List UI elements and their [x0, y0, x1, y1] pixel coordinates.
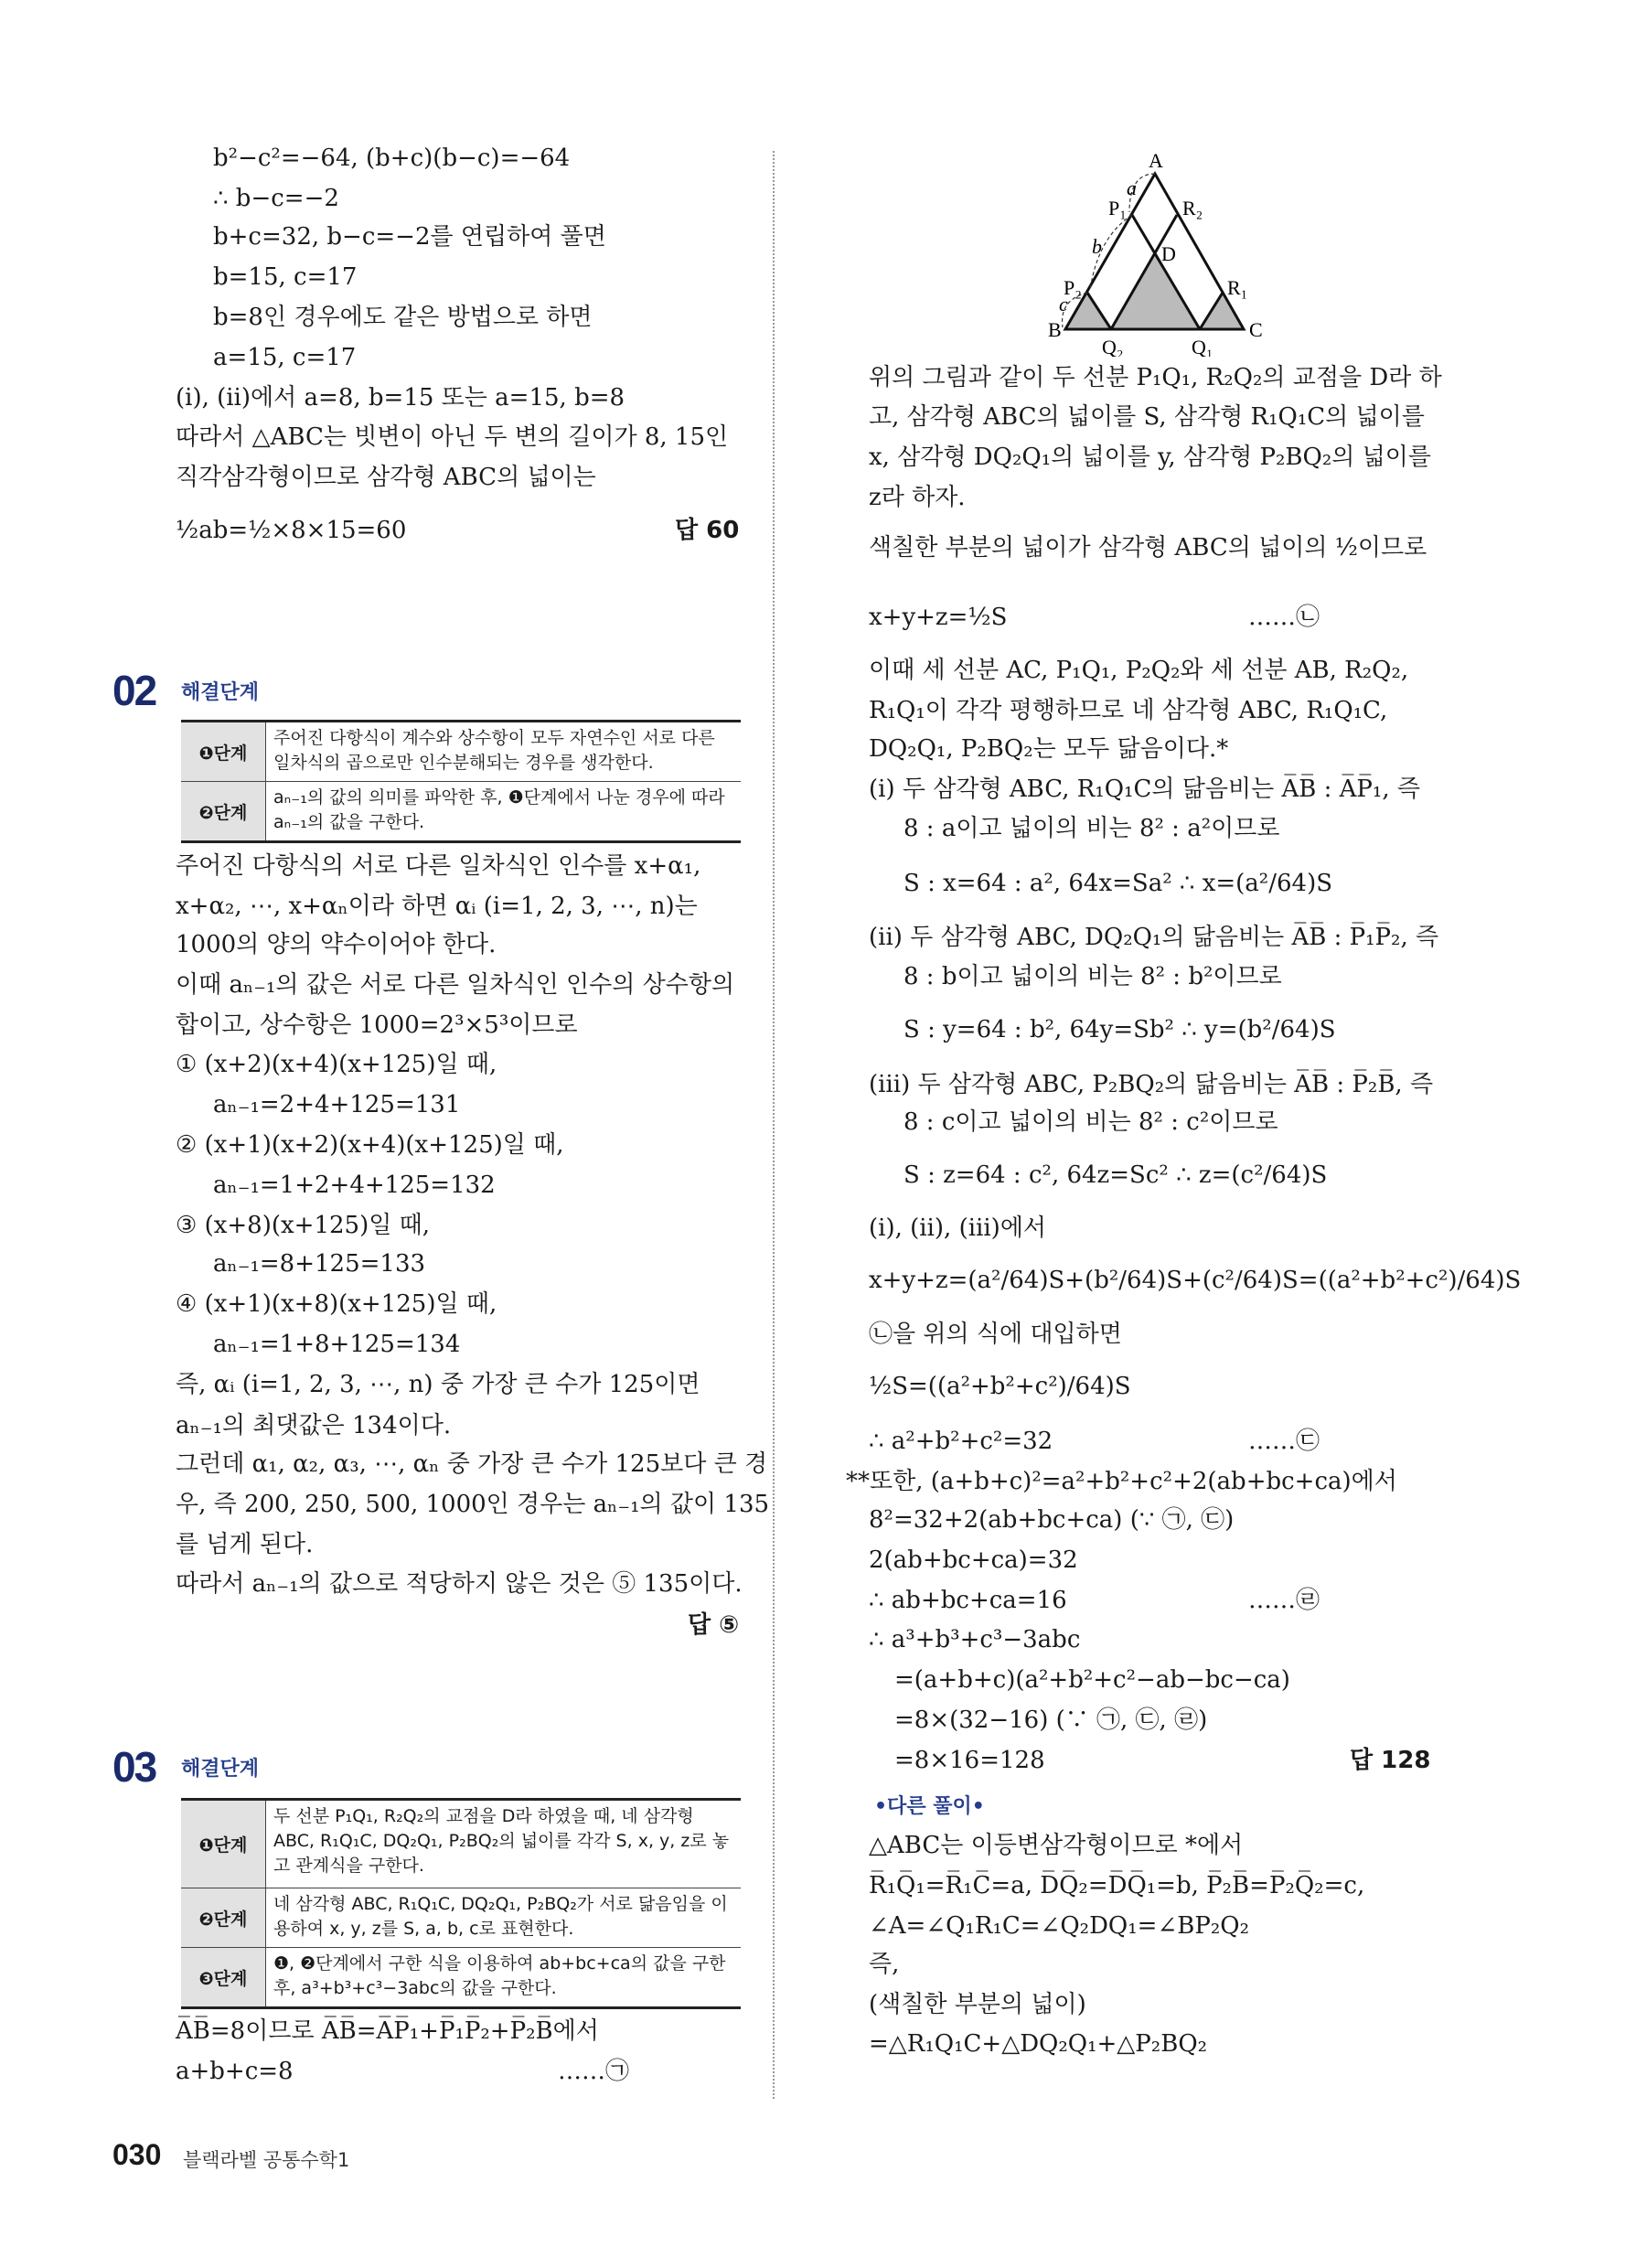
text-line [903, 868, 1332, 899]
line-text: 8 : b이고 넓이의 비는 8² : b²이므로 [903, 963, 1282, 990]
line-text: x+y+z=½S [869, 604, 1008, 631]
text-line [869, 1949, 899, 1980]
line-text: a=15, c=17 [213, 344, 357, 371]
line-text: ∴ b−c=−2 [213, 185, 339, 212]
line-text: z라 하자. [869, 484, 966, 511]
line-text: a+b+c=8 [176, 2058, 294, 2085]
solution-steps-heading-02: 해결단계 [181, 681, 260, 704]
text-line [869, 1989, 1086, 2020]
line-text: =(a+b+c)(a²+b²+c²−ab−bc−ca) [894, 1666, 1290, 1694]
label-length-c: c [1059, 293, 1068, 316]
text-line [176, 929, 496, 960]
text-line [869, 1545, 1078, 1576]
text-line [869, 1624, 1080, 1655]
question-number-03: 03 [112, 1743, 156, 1791]
label-q1: Q₁ [1192, 336, 1213, 357]
line-text: R̅₁Q̅₁=R̅₁C̅=a, D̅Q̅₂=D̅Q̅₁=b, P̅₂B̅=P̅₂Q̅₂=c, [869, 1872, 1365, 1899]
text-line [176, 1049, 497, 1080]
text-line [176, 1449, 767, 1480]
text-line [176, 1410, 451, 1441]
line-text: (ⅰ), (ⅱ), (ⅲ)에서 [869, 1214, 1047, 1242]
text-line [869, 362, 1442, 393]
line-text: (ⅰ) 두 삼각형 ABC, R₁Q₁C의 닮음비는 A̅B̅ : A̅P̅₁, 즉 [869, 776, 1420, 803]
line-text: S : z=64 : c², 64z=Sc² ∴ z=(c²/64)S [903, 1161, 1328, 1189]
label-b-vertex: B [1048, 318, 1062, 341]
text-line [846, 1466, 1397, 1497]
step-row [181, 781, 741, 840]
text-line [869, 655, 1408, 686]
line-text: R₁Q₁이 각각 평행하므로 네 삼각형 ABC, R₁Q₁C, [869, 697, 1388, 724]
text-line [874, 1790, 985, 1823]
text-line [213, 262, 357, 293]
line-text: x, 삼각형 DQ₂Q₁의 넓이를 y, 삼각형 P₂BQ₂의 넓이를 [869, 444, 1431, 471]
line-text: 색칠한 부분의 넓이가 삼각형 ABC의 넓이의 ½이므로 [869, 534, 1427, 562]
line-text: 8 : a이고 넓이의 비는 8² : a²이므로 [903, 815, 1280, 842]
text-line [176, 1010, 578, 1041]
line-text: A̅B̅=8이므로 A̅B̅=A̅P̅₁+P̅₁P̅₂+P̅₂B̅에서 [176, 2017, 599, 2045]
line-text: b+c=32, b−c=−2를 연립하여 풀면 [213, 223, 606, 251]
line-text: aₙ₋₁의 최댓값은 134이다. [176, 1412, 452, 1439]
text-line [903, 1107, 1278, 1138]
line-text: ½S=((a²+b²+c²)/64)S [869, 1373, 1131, 1400]
line-text: x+α₂, ⋯, x+αₙ이라 하면 αᵢ (i=1, 2, 3, ⋯, n)는 [176, 893, 698, 920]
text-line [213, 1089, 460, 1120]
text-line [176, 462, 596, 493]
text-line [213, 1329, 460, 1360]
text-line [869, 442, 1431, 473]
line-text: ③ (x+8)(x+125)일 때, [176, 1212, 430, 1239]
step-label: ❷단계 [181, 1888, 266, 1947]
equation-tag: ……㉠ [558, 2058, 630, 2085]
text-line [213, 1248, 425, 1279]
line-text: 따라서 △ABC는 빗변이 아닌 두 변의 길이가 8, 15인 [176, 423, 729, 451]
line-text: (색칠한 부분의 넓이) [869, 1991, 1086, 2018]
text-line [869, 1585, 1320, 1616]
step-label: ❷단계 [181, 782, 266, 840]
text-line [894, 1664, 1290, 1696]
step-row [181, 1888, 741, 1947]
line-text: ② (x+1)(x+2)(x+4)(x+125)일 때, [176, 1131, 564, 1159]
step-text: aₙ₋₁의 값의 의미를 파악한 후, ❶단계에서 나눈 경우에 따라 aₙ₋₁의 값을 구한다. [273, 787, 725, 832]
text-line [213, 302, 593, 333]
line-text: ① (x+2)(x+4)(x+125)일 때, [176, 1051, 497, 1078]
label-length-a: a [1127, 177, 1137, 199]
line-text: DQ₂Q₁, P₂BQ₂는 모두 닮음이다.* [869, 735, 1229, 763]
text-line [869, 602, 1320, 633]
step-text: 네 삼각형 ABC, R₁Q₁C, DQ₂Q₁, P₂BQ₂가 서로 닮음임을 이용하여 x, y, z를 S, a, b, c로 표현한다. [273, 1894, 728, 1939]
text-line [213, 143, 570, 174]
text-line [176, 1210, 430, 1241]
label-d: D [1161, 242, 1176, 265]
line-text: 1000의 양의 약수이어야 한다. [176, 931, 497, 958]
line-text: =8×16=128 [894, 1747, 1045, 1774]
steps-table-03 [181, 1798, 741, 2009]
line-text: ∠A=∠Q₁R₁C=∠Q₂DQ₁=∠BP₂Q₂ [869, 1912, 1249, 1940]
solution-steps-heading-03: 해결단계 [181, 1758, 260, 1781]
line-text: 주어진 다항식의 서로 다른 일차식인 인수를 x+α₁, [176, 852, 701, 880]
answer-label: 답 128 [1350, 1747, 1431, 1774]
line-text: 합이고, 상수항은 1000=2³×5³이므로 [176, 1011, 578, 1039]
text-line [869, 1213, 1046, 1244]
text-line [213, 342, 356, 373]
text-line [869, 2028, 1207, 2059]
text-line [213, 183, 339, 214]
line-text: (ⅰ), (ⅱ)에서 a=8, b=15 또는 a=15, b=8 [176, 384, 625, 412]
line-text: 이때 세 선분 AC, P₁Q₁, P₂Q₂와 세 선분 AB, R₂Q₂, [869, 657, 1409, 684]
line-text: 고, 삼각형 ABC의 넓이를 S, 삼각형 R₁Q₁C의 넓이를 [869, 403, 1425, 431]
label-p1: P₁ [1108, 197, 1127, 219]
steps-table-02 [181, 720, 741, 843]
line-text: 2(ab+bc+ca)=32 [869, 1546, 1078, 1574]
text-line [869, 1426, 1320, 1457]
text-line [869, 1371, 1131, 1402]
line-text: S : y=64 : b², 64y=Sb² ∴ y=(b²/64)S [903, 1016, 1336, 1043]
answer-label: 답 ⑤ [688, 1611, 740, 1639]
line-text: 8²=32+2(ab+bc+ca) (∵ ㉠, ㉢) [869, 1506, 1235, 1534]
line-text: ∴ a²+b²+c²=32 [869, 1428, 1053, 1455]
line-text: 를 넘게 된다. [176, 1531, 314, 1558]
text-line [176, 515, 740, 546]
text-line [869, 1069, 1433, 1100]
answer-label: 답 60 [675, 517, 740, 544]
line-text: 우, 즉 200, 250, 500, 1000인 경우는 aₙ₋₁의 값이 135 [176, 1491, 770, 1518]
text-line [176, 850, 700, 882]
page-number: 030 [112, 2138, 162, 2171]
label-q2: Q₂ [1102, 336, 1124, 357]
line-text: =8×(32−16) (∵ ㉠, ㉢, ㉣) [894, 1706, 1208, 1734]
text-line [176, 2016, 599, 2047]
text-line [176, 2056, 630, 2087]
step-row [181, 1947, 741, 2006]
label-r1: R₁ [1227, 276, 1248, 299]
shaded-triangle-dq2q1 [1111, 253, 1200, 329]
line-text: ∴ a³+b³+c³−3abc [869, 1626, 1081, 1653]
line-text: aₙ₋₁=8+125=133 [213, 1250, 426, 1278]
line-text: S : x=64 : a², 64x=Sa² ∴ x=(a²/64)S [903, 870, 1333, 897]
line-text: =△R₁Q₁C+△DQ₂Q₁+△P₂BQ₂ [869, 2030, 1208, 2058]
text-line [869, 1830, 1243, 1861]
line-text: 이때 aₙ₋₁의 값은 서로 다른 일차식인 인수의 상수항의 [176, 971, 735, 999]
text-line [869, 532, 1427, 563]
equation-tag: ……㉡ [1248, 604, 1320, 631]
label-a-vertex: A [1149, 149, 1163, 172]
line-text: ④ (x+1)(x+8)(x+125)일 때, [176, 1290, 497, 1318]
text-line [176, 1489, 769, 1520]
line-text: ½ab=½×8×15=60 [176, 517, 407, 544]
text-line [869, 733, 1228, 765]
label-length-b: b [1092, 235, 1102, 258]
text-line [903, 813, 1279, 844]
line-text: 위의 그림과 같이 두 선분 P₁Q₁, R₂Q₂의 교점을 D라 하 [869, 364, 1442, 391]
equation-tag: ……㉣ [1248, 1587, 1320, 1614]
text-line [176, 1568, 743, 1599]
line-text: (ⅱ) 두 삼각형 ABC, DQ₂Q₁의 닮음비는 A̅B̅ : P̅₁P̅₂, 즉 [869, 924, 1439, 951]
line-text: 직각삼각형이므로 삼각형 ABC의 넓이는 [176, 464, 596, 491]
triangle-diagram [1006, 137, 1299, 357]
question-number-02: 02 [112, 667, 156, 714]
text-line [869, 401, 1425, 433]
text-line [176, 969, 734, 1000]
text-line [869, 1265, 1521, 1296]
line-text: 즉, [869, 1951, 900, 1978]
text-line [176, 891, 698, 922]
line-text: 따라서 aₙ₋₁의 값으로 적당하지 않은 것은 ⑤ 135이다. [176, 1570, 743, 1598]
text-line [894, 1745, 1431, 1776]
line-text: b²−c²=−64, (b+c)(b−c)=−64 [213, 144, 571, 172]
text-line [176, 382, 625, 413]
line-text: △ABC는 이등변삼각형이므로 *에서 [869, 1832, 1244, 1859]
text-line [903, 1160, 1327, 1191]
text-line [903, 961, 1282, 992]
line-text: 즉, αᵢ (i=1, 2, 3, ⋯, n) 중 가장 큰 수가 125이면 [176, 1371, 700, 1398]
text-line [869, 1870, 1364, 1901]
line-text: ∴ ab+bc+ca=16 [869, 1587, 1067, 1614]
step-row [181, 722, 741, 781]
label-r2: R₂ [1182, 197, 1203, 219]
book-title: 블랙라벨 공통수학1 [183, 2149, 350, 2171]
text-line [869, 1319, 1122, 1350]
step-text: 두 선분 P₁Q₁, R₂Q₂의 교점을 D라 하였을 때, 네 삼각형 ABC, R₁Q₁C, DQ₂Q₁, P₂BQ₂의 넓이를 각각 S, x, y, z로 놓고 관계식을 구한다. [273, 1806, 730, 1876]
line-text: **또한, (a+b+c)²=a²+b²+c²+2(ab+bc+ca)에서 [846, 1468, 1397, 1495]
column-divider [773, 151, 775, 2099]
text-line [176, 1529, 313, 1560]
line-text: aₙ₋₁=1+8+125=134 [213, 1331, 461, 1358]
step-row [181, 1801, 741, 1888]
step-label: ❶단계 [181, 722, 266, 781]
text-line [213, 1170, 496, 1201]
text-line [213, 221, 606, 252]
label-p2: P₂ [1064, 276, 1082, 299]
step-label: ❸단계 [181, 1948, 266, 2006]
text-line [903, 1014, 1336, 1045]
text-line [869, 1504, 1234, 1535]
text-line [176, 1289, 497, 1320]
line-text: ㉡을 위의 식에 대입하면 [869, 1321, 1122, 1348]
text-line [869, 482, 966, 513]
line-text: 그런데 α₁, α₂, α₃, ⋯, αₙ 중 가장 큰 수가 125보다 큰 경 [176, 1450, 768, 1478]
text-line [894, 1705, 1207, 1736]
line-text: (ⅲ) 두 삼각형 ABC, P₂BQ₂의 닮음비는 A̅B̅ : P̅₂B̅, 즉 [869, 1071, 1434, 1098]
line-text: 8 : c이고 넓이의 비는 8² : c²이므로 [903, 1108, 1278, 1136]
text-line [869, 774, 1420, 805]
text-line [869, 1910, 1249, 1942]
text-line [869, 695, 1387, 726]
line-text: b=15, c=17 [213, 263, 358, 291]
label-c-vertex: C [1249, 318, 1263, 341]
text-line [869, 922, 1438, 953]
step-text: 주어진 다항식이 계수와 상수항이 모두 자연수인 서로 다른 일차식의 곱으로만 인수분해되는 경우를 생각한다. [273, 728, 715, 773]
text-line [176, 422, 728, 453]
line-text: •다른 풀이• [874, 1795, 985, 1818]
line-text: b=8인 경우에도 같은 방법으로 하면 [213, 304, 593, 331]
text-line [176, 1129, 564, 1161]
step-text: ❶, ❷단계에서 구한 식을 이용하여 ab+bc+ca의 값을 구한 후, a³+b³+c³−3abc의 값을 구한다. [273, 1953, 726, 1998]
line-text: aₙ₋₁=2+4+125=131 [213, 1091, 461, 1118]
equation-tag: ……㉢ [1248, 1428, 1320, 1455]
line-text: aₙ₋₁=1+2+4+125=132 [213, 1171, 496, 1199]
step-label: ❶단계 [181, 1801, 266, 1888]
text-line [176, 1369, 700, 1400]
line-text: x+y+z=(a²/64)S+(b²/64)S+(c²/64)S=((a²+b²+c²)/64)S [869, 1267, 1522, 1294]
